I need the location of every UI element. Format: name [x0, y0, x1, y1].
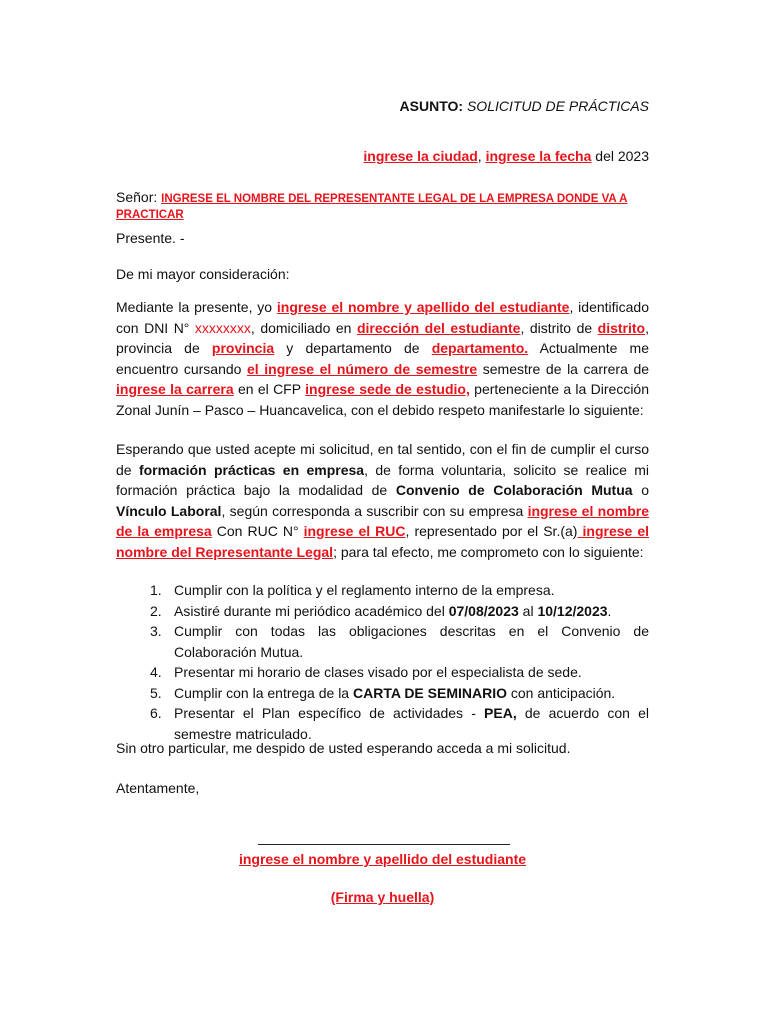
city-placeholder: ingrese la ciudad	[363, 148, 478, 164]
list-number: 5.	[150, 684, 162, 701]
greeting-line: De mi mayor consideración:	[116, 266, 290, 282]
p2-text-4: , según corresponda a suscribir con su empresa	[221, 502, 528, 519]
p2-bold-3: Vínculo Laboral	[116, 502, 222, 519]
list-item	[116, 580, 649, 601]
subject-line	[116, 98, 649, 114]
list-text	[174, 601, 649, 622]
p1-text-3: , domiciliado en	[250, 319, 357, 336]
p2-text-2: , de forma voluntaria, solicito se realice mi formación práctica bajo la modalidad de	[116, 461, 649, 498]
p1-text-1: Mediante la presente, yo	[116, 299, 277, 315]
address-placeholder: dirección del estudiante	[356, 319, 521, 336]
semester-placeholder: el ingrese el número de semestre	[247, 360, 478, 377]
recipient-placeholder: INGRESE EL NOMBRE DEL REPRESENTANTE LEGAL DE LA EMPRESA DONDE VA A PRACTICAR	[116, 193, 628, 221]
list-text-post: de acuerdo con el semestre matriculado.	[174, 705, 649, 742]
student-name-placeholder: ingrese el nombre y apellido del estudiante	[276, 299, 570, 315]
list-text: Presentar mi horario de clases visado por el especialista de sede.	[174, 664, 582, 680]
paragraph-2	[116, 439, 649, 562]
p1-text-2: , identificado con DNI N°	[116, 299, 650, 336]
start-date: 07/08/2023	[448, 602, 519, 619]
list-text: Cumplir con la política y el reglamento interno de la empresa.	[174, 582, 555, 598]
p2-bold-2: Convenio de Colaboración Mutua	[395, 482, 633, 498]
list-number: 3.	[150, 623, 162, 639]
province-placeholder: provincia	[211, 340, 275, 356]
list-number: 1.	[150, 582, 162, 598]
p2-text-7: ; para tal efecto, me comprometo con lo siguiente:	[333, 543, 644, 560]
list-text-pre: Asistiré durante mi periódico académico del	[174, 602, 449, 619]
subject-label: ASUNTO:	[399, 98, 464, 114]
list-text-bold: CARTA DE SEMINARIO	[353, 684, 507, 701]
closing-line: Sin otro particular, me despido de usted esperando acceda a mi solicitud.	[116, 740, 571, 756]
p1-text-10: perteneciente a la Dirección Zonal Junín – Pasco – Huancavelica, con el debido respeto manifestarle lo siguiente:	[116, 381, 649, 418]
p2-text-3: o	[632, 482, 649, 498]
p2-text-5: Con RUC N°	[211, 523, 304, 539]
department-placeholder: departamento.	[431, 340, 529, 356]
list-number: 6.	[150, 705, 162, 721]
signature-name-placeholder: ingrese el nombre y apellido del estudiante	[238, 851, 527, 867]
company-placeholder: ingrese el nombre de la empresa	[116, 502, 650, 539]
list-text-post: con anticipación.	[507, 684, 616, 701]
p1-text-7: Actualmente me encuentro cursando	[116, 340, 649, 377]
list-text	[174, 683, 649, 704]
date-line	[116, 148, 649, 164]
career-placeholder: ingrese la carrera	[116, 381, 234, 397]
commitments-list	[116, 580, 649, 744]
list-item	[116, 621, 649, 662]
list-number: 2.	[150, 602, 162, 619]
dni-placeholder: xxxxxxxx	[194, 319, 251, 336]
paragraph-1	[116, 297, 649, 420]
recipient-line	[116, 189, 649, 221]
p1-text-6: y departamento de	[274, 340, 432, 356]
date-placeholder: ingrese la fecha	[485, 148, 592, 164]
list-text-mid: al	[518, 602, 538, 619]
ruc-placeholder: ingrese el RUC	[303, 523, 406, 539]
year-text: del 2023	[595, 148, 649, 164]
signature-name	[116, 851, 649, 867]
district-placeholder: distrito	[597, 319, 646, 336]
list-text-bold: PEA,	[484, 705, 517, 721]
p1-text-8: semestre de la carrera de	[477, 360, 650, 377]
p2-bold-1: formación prácticas en empresa	[138, 461, 365, 478]
list-text-pre: Presentar el Plan específico de actividades -	[174, 705, 485, 721]
list-item	[116, 683, 649, 704]
list-item	[116, 601, 649, 622]
recipient-label: Señor:	[116, 189, 158, 205]
p1-text-9: en el CFP	[233, 381, 306, 397]
end-date: 10/12/2023	[537, 602, 608, 619]
p1-text-4: , distrito de	[520, 319, 598, 336]
signature-note-text: (Firma y huella)	[330, 889, 435, 905]
atentamente-line: Atentamente,	[116, 780, 200, 796]
signature-line	[258, 844, 510, 845]
p1-text-5: , provincia de	[116, 319, 649, 356]
list-number: 4.	[150, 664, 162, 680]
presente-line: Presente. -	[116, 230, 185, 246]
p2-text-6: , representado por el Sr.(a)	[405, 523, 578, 539]
list-text-pre: Cumplir con la entrega de la	[174, 684, 353, 701]
list-item	[116, 662, 649, 683]
list-text-post: .	[607, 602, 612, 619]
signature-note	[116, 889, 649, 905]
list-text: Cumplir con todas las obligaciones descritas en el Convenio de Colaboración Mutua.	[174, 623, 649, 660]
subject-value: SOLICITUD DE PRÁCTICAS	[466, 98, 649, 114]
representative-placeholder: ingrese el nombre del Representante Legal	[116, 523, 650, 560]
p2-text-1: Esperando que usted acepte mi solicitud, en tal sentido, con el fin de cumplir el curso de	[116, 441, 649, 478]
list-text	[174, 703, 649, 744]
campus-placeholder: ingrese sede de estudio,	[305, 381, 470, 397]
date-separator: ,	[477, 148, 482, 164]
list-item	[116, 703, 649, 744]
